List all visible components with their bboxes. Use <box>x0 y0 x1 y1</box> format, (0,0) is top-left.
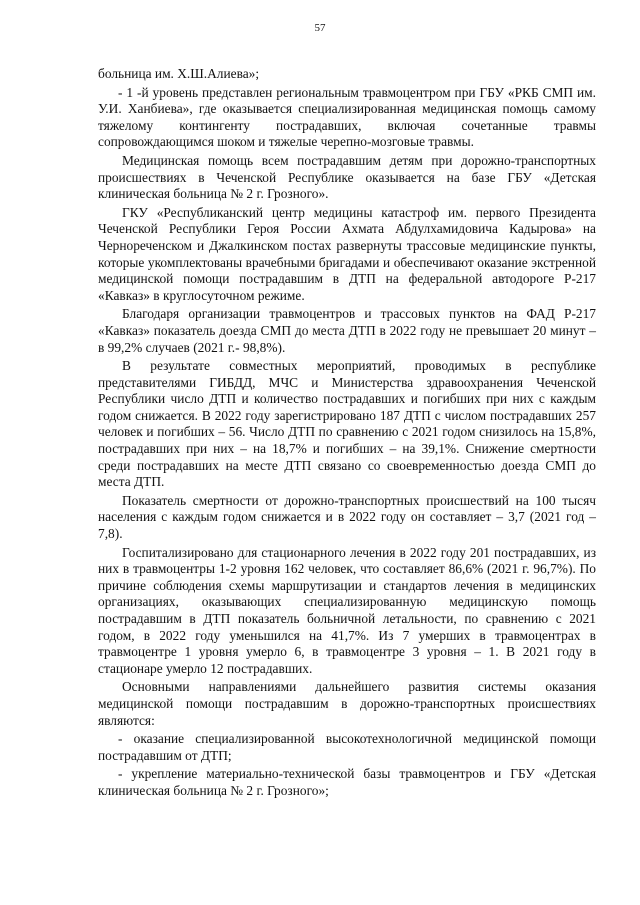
paragraph-continuation: больница им. Х.Ш.Алиева»; <box>98 66 260 81</box>
paragraph-children-care: Медицинская помощь всем пострадавшим детям при дорожно-транспортных происшествиях в Чеченской Республике оказывается на базе ГБУ «Детская клиническая больница № 2 г. Грозного». <box>98 152 596 202</box>
paragraph-arrival-time: Благодаря организации травмоцентров и трассовых пунктов на ФАД Р-217 «Кавказ» показатель доезда СМП до места ДТП в 2022 году не превышает 20 минут – в 99,2% случаев (2021 г.- 98,8%). <box>98 306 596 355</box>
paragraph-main-directions: Основными направлениями дальнейшего развития системы оказания медицинской помощи пострадавшим в дорожно-транспортных происшествиях являются: <box>98 679 596 728</box>
document-body <box>98 66 596 802</box>
paragraph-hospitalization: Госпитализировано для стационарного лечения в 2022 году 201 пострадавших, из них в травмоцентры 1-2 уровня 162 человек, что составляет 86,6% (2021 г. 96,7%). По причине соблюдения схемы маршрутизации и стандартов лечения в медицинских организациях, оказывающих специализированную медицинскую помощь пострадавшим в ДТП показатель больничной летальности, по сравнению с 2021 годом, в 2022 году уменьшился на 41,7%. Из 7 умерших в травмоцентрах в травмоцентре 1 уровня умерло 6, в травмоцентре 3 уровня – 1. В 2021 году в стационаре умерло 12 пострадавших. <box>98 544 596 676</box>
paragraph-level-1-trauma-center: - 1 -й уровень представлен региональным травмоцентром при ГБУ «РКБ СМП им. У.И. Ханбиева», где оказывается специализированная медицинская помощь самому тяжелому контингенту пострадавших, включая сочетанные травмы сопровождающимся шоком и тяжелые черепно-мозговые травмы. <box>98 84 596 150</box>
paragraph-mortality-rate: Показатель смертности от дорожно-транспортных происшествий на 100 тысяч населения с каждым годом снижается и в 2022 году он составляет – 3,7 (2021 год – 7,8). <box>98 492 596 542</box>
paragraph-accident-statistics: В результате совместных мероприятий, проводимых в республике представителями ГИБДД, МЧС и Министерства здравоохранения Чеченской Республики число ДТП и количество пострадавших и погибших при них с каждым годом снижается. В 2022 году зарегистрировано 187 ДТП с числом пострадавших 257 человек и погибших – 56. Число ДТП по сравнению с 2021 годом снизилось на 15,8%, пострадавших при них – на 18,7% и погибших – на 39,1%. Снижение смертности среди пострадавших на месте ДТП связано со своевременностью доезда СМП до места ДТП. <box>98 358 596 490</box>
list-item-material-base: - укрепление материально-технической базы травмоцентров и ГБУ «Детская клиническая больница № 2 г. Грозного»; <box>98 766 596 798</box>
paragraph-disaster-medicine-center: ГКУ «Республиканский центр медицины катастроф им. первого Президента Чеченской Республики Героя России Ахмата Абдулхамидовича Кадырова» на Чернореченском и Джалкинском постах развернуты трассовые медицинские пункты, которые укомплектованы врачебными бригадами и обеспечивают оказание экстренной медицинской помощи пострадавшим в ДТП на федеральной автодороге Р-217 «Кавказ» в круглосуточном режиме. <box>98 204 596 303</box>
list-item-specialized-care: - оказание специализированной высокотехнологичной медицинской помощи пострадавшим от ДТП; <box>98 731 596 763</box>
page-number: 57 <box>314 22 326 34</box>
